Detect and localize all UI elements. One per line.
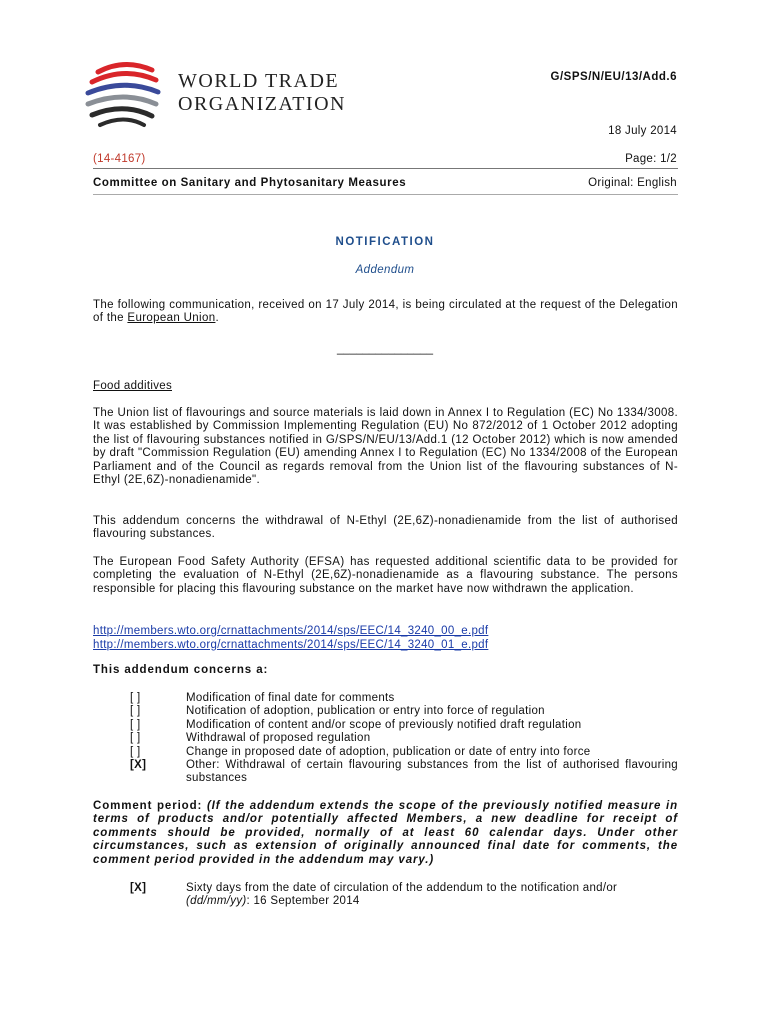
reference-number: (14-4167) — [93, 153, 146, 165]
org-name-line1: WORLD TRADE — [178, 70, 340, 92]
addendum-subtitle: Addendum — [355, 264, 415, 276]
list-item — [93, 705, 678, 718]
document-symbol: G/SPS/N/EU/13/Add.6 — [550, 71, 677, 83]
comment-period-text: (If the addendum extends the scope of the previously notified measure in terms of products and/or potentially affected Members, a new deadline for receipt of comments should be provided, normally of at least 60 calendar days. Under other circumstances, such as extension of originally announced final date for comments, the comment period provided in the addendum may vary.) — [93, 800, 678, 866]
list-item — [93, 719, 678, 732]
checkbox[interactable]: [ ] — [130, 745, 141, 758]
attachment-link-2[interactable]: http://members.wto.org/crnattachments/2014/sps/EEC/14_3240_01_e.pdf — [93, 638, 489, 651]
original-language: Original: English — [588, 177, 677, 189]
page-number: Page: 1/2 — [625, 153, 677, 165]
checkbox[interactable]: [ ] — [130, 732, 141, 745]
checkbox-label: Notification of adoption, publication or entry into force of regulation — [186, 705, 545, 718]
document-date: 18 July 2014 — [608, 125, 677, 137]
concerns-checklist — [93, 692, 678, 786]
checkbox[interactable]: [ ] — [130, 718, 141, 731]
european-union-link[interactable]: European Union — [127, 312, 216, 325]
checkbox-checked[interactable]: [X] — [130, 882, 147, 894]
header-rule-bottom — [93, 194, 678, 195]
list-item — [93, 692, 678, 705]
section-divider: _______________ — [337, 343, 433, 355]
comment-option-text — [186, 882, 678, 909]
concerns-heading: This addendum concerns a: — [93, 664, 269, 676]
comment-period-option — [93, 882, 678, 909]
comment-option-label: Sixty days from the date of circulation of the addendum to the notification and/or — [186, 882, 618, 894]
body-paragraph-2: This addendum concerns the withdrawal of N-Ethyl (2E,6Z)-nonadienamide from the list of authorised flavouring substances. — [93, 515, 678, 541]
list-item — [93, 759, 678, 786]
checkbox-label: Other: Withdrawal of certain flavouring substances from the list of authorised flavouring substances — [186, 759, 678, 785]
org-name — [178, 70, 346, 116]
attachment-links — [93, 625, 488, 652]
committee-name: Committee on Sanitary and Phytosanitary Measures — [93, 177, 407, 189]
wto-logo — [84, 58, 346, 134]
date-format-label: (dd/mm/yy) — [186, 895, 247, 908]
checkbox-label: Withdrawal of proposed regulation — [186, 732, 371, 745]
list-item — [93, 732, 678, 745]
org-name-line2: ORGANIZATION — [178, 93, 346, 115]
header-rule — [93, 168, 678, 169]
checkbox-label: Modification of final date for comments — [186, 692, 395, 704]
list-item — [93, 746, 678, 759]
intro-end: . — [215, 312, 219, 325]
comment-period-paragraph — [93, 800, 678, 867]
intro-text: The following communication, received on 17 July 2014, is being circulated at the request of the Delegation of the — [93, 299, 678, 325]
notification-title: NOTIFICATION — [335, 236, 435, 248]
checkbox[interactable]: [ ] — [130, 705, 141, 718]
checkbox-label: Modification of content and/or scope of previously notified draft regulation — [186, 718, 582, 731]
body-paragraph-3: The European Food Safety Authority (EFSA) has requested additional scientific data to be provided for completing the evaluation of N-Ethyl (2E,6Z)-nonadienamide as a flavouring substance. The persons responsible for placing this flavouring substance on the market have now withdrawn the application. — [93, 556, 678, 595]
checkbox-label: Change in proposed date of adoption, publication or date of entry into force — [186, 745, 591, 758]
intro-paragraph — [93, 299, 678, 326]
checkbox[interactable]: [ ] — [130, 692, 141, 704]
section-heading-food-additives: Food additives — [93, 380, 172, 392]
body-paragraph-1: The Union list of flavourings and source materials is laid down in Annex I to Regulation (EC) No 1334/3008. It was established by Commission Implementing Regulation (EU) No 872/2012 of 1 October 2012 adopting the list of flavouring substances notified in G/SPS/N/EU/13/Add.1 (12 October 2012) which is now amended by draft "Commission Regulation (EU) amending Annex I to Regulation (EC) No 1334/2008 of the European Parliament and of the Council as regards removal from the Union list of the flavouring substances of N-Ethyl (2E,6Z)-nonadienamide". — [93, 407, 678, 487]
comment-period-label: Comment period: — [93, 800, 203, 812]
checkbox-checked[interactable]: [X] — [130, 759, 147, 772]
wto-emblem-icon — [84, 58, 174, 134]
comment-deadline: : 16 September 2014 — [246, 895, 360, 908]
attachment-link-1[interactable]: http://members.wto.org/crnattachments/2014/sps/EEC/14_3240_00_e.pdf — [93, 625, 489, 637]
